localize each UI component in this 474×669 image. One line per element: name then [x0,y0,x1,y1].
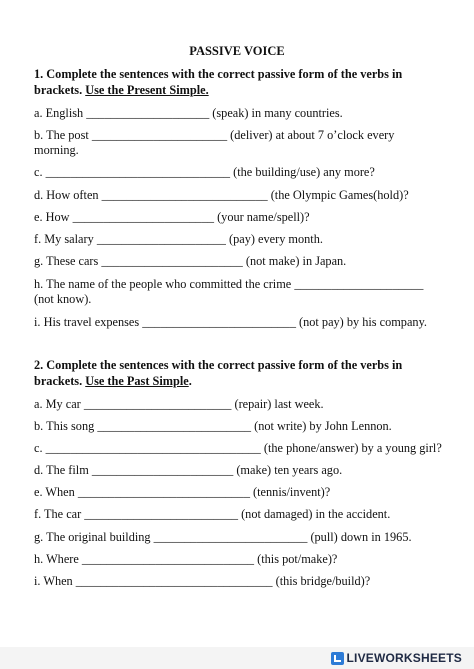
section2-item-i: i. When ________________________________ (this bridge/build)? [34,574,371,588]
footer-brand: LIVEWORKSHEETS [346,651,462,665]
section1-item-a: a. English ____________________ (speak) in many countries. [34,106,343,120]
section1-item-i: i. His travel expenses _________________________ (not pay) by his company. [34,315,427,329]
section2-item-b: b. This song _________________________ (not write) by John Lennon. [34,419,392,433]
section1-item-c: c. ______________________________ (the building/use) any more? [34,165,375,179]
section2-item-h: h. Where ____________________________ (this pot/make)? [34,552,338,566]
section1-item-b-cont: morning. [34,143,79,157]
section2-item-a: a. My car ________________________ (repair) last week. [34,397,324,411]
section2-item-c: c. ___________________________________ (the phone/answer) by a young girl? [34,441,442,455]
section2-heading-line1: 2. Complete the sentences with the correct passive form of the verbs in [34,358,403,372]
section2-tense-instruction: Use the Past Simple [85,374,189,388]
section1-heading-prefix: brackets. [34,83,86,97]
section1-heading-line2 [34,83,209,97]
section1-item-g: g. These cars _______________________ (not make) in Japan. [34,254,347,268]
section2-item-g: g. The original building _________________________ (pull) down in 1965. [34,530,412,544]
section2-item-e: e. When ____________________________ (tennis/invent)? [34,485,331,499]
section1-item-e: e. How _______________________ (your name/spell)? [34,210,310,224]
section1-item-h: h. The name of the people who committed the crime _____________________ [34,277,424,291]
section1-item-d: d. How often ___________________________ (the Olympic Games(hold)? [34,188,409,202]
section2-item-f: f. The car _________________________ (not damaged) in the accident. [34,507,391,521]
section1-heading-line1: 1. Complete the sentences with the correct passive form of the verbs in [34,67,403,81]
section1-tense-instruction: Use the Present Simple. [85,83,209,97]
section1-item-h-cont: (not know). [34,292,92,306]
section2-heading-suffix: . [188,374,192,388]
liveworksheets-logo[interactable] [331,649,462,667]
section2-heading-prefix: brackets. [34,374,86,388]
footer-bar [0,647,474,669]
section1-item-b: b. The post ______________________ (deliver) at about 7 o’clock every [34,128,395,142]
section2-heading-line2 [34,374,192,388]
liveworksheets-logo-icon [331,652,344,665]
section2-item-d: d. The film _______________________ (make) ten years ago. [34,463,343,477]
section1-item-f: f. My salary _____________________ (pay) every month. [34,232,323,246]
page-title: PASSIVE VOICE [189,44,285,58]
